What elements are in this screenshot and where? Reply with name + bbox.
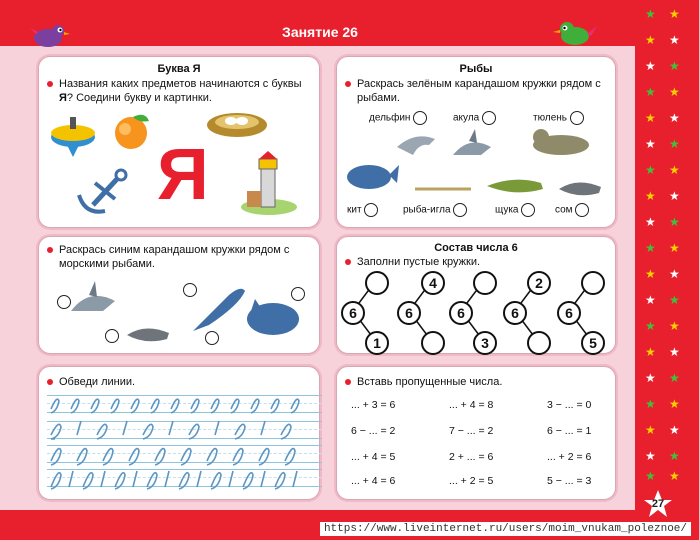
star-icon: ★ <box>645 7 656 21</box>
tree-root: 6 <box>503 301 527 325</box>
green-bird-mascot-icon <box>553 16 599 48</box>
tree-root: 6 <box>557 301 581 325</box>
lesson-title: Занятие 26 <box>282 24 358 40</box>
tree-root: 6 <box>449 301 473 325</box>
task-body: Вставь пропущенные числа. <box>357 376 503 388</box>
bird-mascot-icon <box>30 20 70 50</box>
equation[interactable]: ... + 4 = 8 <box>449 399 494 411</box>
star-icon: ★ <box>645 215 656 229</box>
star-icon: ★ <box>669 241 680 255</box>
star-icon: ★ <box>645 371 656 385</box>
task-body: Обведи линии. <box>59 376 136 388</box>
star-icon: ★ <box>669 397 680 411</box>
whale-icon <box>343 155 399 193</box>
star-icon: ★ <box>669 319 680 333</box>
dolphin-icon <box>395 129 439 165</box>
tree-top: 2 <box>527 271 551 295</box>
star-icon: ★ <box>645 189 656 203</box>
star-icon: ★ <box>669 163 680 177</box>
task-suffix: ? Соедини букву и картинки. <box>66 92 212 104</box>
equation[interactable]: 6 − ... = 1 <box>547 425 592 437</box>
task-body: Раскрась зелёным карандашом кружки рядом с рыбами. <box>357 78 601 104</box>
shark-icon <box>451 129 495 165</box>
equation[interactable]: ... + 4 = 6 <box>351 475 396 487</box>
answer-circle[interactable] <box>364 203 378 217</box>
star-icon: ★ <box>645 85 656 99</box>
star-icon: ★ <box>645 319 656 333</box>
equation[interactable]: ... + 4 = 5 <box>351 451 396 463</box>
task-letter: Я <box>59 92 67 104</box>
star-icon: ★ <box>669 111 680 125</box>
star-icon: ★ <box>645 59 656 73</box>
bullet-icon <box>47 379 53 385</box>
star-icon: ★ <box>645 111 656 125</box>
task-text <box>45 243 311 271</box>
task-body: Заполни пустые кружки. <box>357 256 481 268</box>
tree-top-blank[interactable] <box>581 271 605 295</box>
label-dolphin: дельфин <box>369 111 427 125</box>
bullet-icon <box>345 379 351 385</box>
spinning-top-icon <box>49 115 97 159</box>
page-number: 27 <box>651 498 665 510</box>
answer-circle[interactable] <box>575 203 589 217</box>
star-icon: ★ <box>669 469 680 483</box>
label-seal: тюлень <box>533 111 584 125</box>
nest-icon <box>205 109 269 139</box>
big-letter: Я <box>157 135 209 215</box>
star-icon: ★ <box>645 345 656 359</box>
catfish-icon <box>123 323 173 345</box>
pike-icon <box>485 175 545 197</box>
star-icon: ★ <box>669 33 680 47</box>
tree-root: 6 <box>397 301 421 325</box>
apple-icon <box>109 109 155 151</box>
star-icon: ★ <box>645 449 656 463</box>
star-icon: ★ <box>669 423 680 437</box>
star-icon: ★ <box>669 85 680 99</box>
task-body: Раскрась синим карандашом кружки рядом с морскими рыбами. <box>59 244 290 270</box>
shark-icon <box>69 281 119 321</box>
header-bar <box>0 0 699 46</box>
label-shark: акула <box>453 111 496 125</box>
card-letter-ya <box>38 56 320 228</box>
equation[interactable]: 5 − ... = 3 <box>547 475 592 487</box>
tree-top-blank[interactable] <box>473 271 497 295</box>
tree-bottom: 1 <box>365 331 389 355</box>
bullet-icon <box>47 247 53 253</box>
seal-icon <box>529 125 591 159</box>
star-icon: ★ <box>645 163 656 177</box>
equation[interactable]: 2 + ... = 6 <box>449 451 494 463</box>
catfish-icon <box>555 177 603 199</box>
swordfish-icon <box>189 275 249 335</box>
answer-circle[interactable] <box>291 287 305 301</box>
tree-root: 6 <box>341 301 365 325</box>
bullet-icon <box>345 81 351 87</box>
star-icon: ★ <box>645 397 656 411</box>
star-icon: ★ <box>645 293 656 307</box>
equation[interactable]: 6 − ... = 2 <box>351 425 396 437</box>
equation[interactable]: 7 − ... = 2 <box>449 425 494 437</box>
lighthouse-icon <box>239 149 299 215</box>
tree-bottom: 5 <box>581 331 605 355</box>
answer-circle[interactable] <box>105 329 119 343</box>
star-icon: ★ <box>669 371 680 385</box>
card-title: Рыбы <box>459 63 493 75</box>
star-icon: ★ <box>645 267 656 281</box>
card-fish <box>336 56 616 228</box>
star-icon: ★ <box>669 189 680 203</box>
card-title: Состав числа 6 <box>434 242 518 254</box>
task-prefix: Названия каких предметов начинаются с буквы <box>59 78 302 90</box>
anchor-icon <box>75 167 131 217</box>
equation[interactable]: ... + 2 = 5 <box>449 475 494 487</box>
star-icon: ★ <box>645 33 656 47</box>
tree-bottom-blank[interactable] <box>421 331 445 355</box>
label-whale: кит <box>347 203 378 217</box>
tree-bottom: 3 <box>473 331 497 355</box>
label-pike: щука <box>495 203 535 217</box>
star-icon: ★ <box>645 469 656 483</box>
answer-circle[interactable] <box>205 331 219 345</box>
card-sea-fish <box>38 236 320 354</box>
star-icon: ★ <box>645 423 656 437</box>
star-icon: ★ <box>669 215 680 229</box>
equation[interactable]: ... + 3 = 6 <box>351 399 396 411</box>
star-icon: ★ <box>669 449 680 463</box>
card-tracing <box>38 366 320 500</box>
pipefish-icon <box>413 183 473 195</box>
source-url[interactable]: https://www.liveinternet.ru/users/moim_vnukam_poleznoe/ <box>320 522 691 536</box>
star-icon: ★ <box>645 137 656 151</box>
tree-bottom-blank[interactable] <box>527 331 551 355</box>
task-text <box>45 77 311 105</box>
star-icon: ★ <box>669 345 680 359</box>
equation[interactable]: ... + 2 = 6 <box>547 451 592 463</box>
page-number-badge <box>643 489 673 519</box>
card-title: Буква Я <box>157 63 201 75</box>
tree-top-blank[interactable] <box>365 271 389 295</box>
tree-top: 4 <box>421 271 445 295</box>
star-icon: ★ <box>669 293 680 307</box>
card-number-composition <box>336 236 616 354</box>
answer-circle[interactable] <box>482 111 496 125</box>
star-icon: ★ <box>669 267 680 281</box>
answer-circle[interactable] <box>521 203 535 217</box>
answer-circle[interactable] <box>570 111 584 125</box>
answer-circle[interactable] <box>453 203 467 217</box>
bullet-icon <box>47 81 53 87</box>
task-text <box>45 375 311 389</box>
star-strip <box>635 0 699 540</box>
task-text <box>343 375 607 389</box>
answer-circle[interactable] <box>413 111 427 125</box>
star-icon: ★ <box>669 7 680 21</box>
card-missing-numbers <box>336 366 616 500</box>
equation[interactable]: 3 − ... = 0 <box>547 399 592 411</box>
star-icon: ★ <box>669 137 680 151</box>
label-pipefish: рыба-игла <box>403 203 467 217</box>
star-icon: ★ <box>669 59 680 73</box>
star-icon: ★ <box>645 241 656 255</box>
label-catfish: сом <box>555 203 589 217</box>
tracing-pattern <box>47 391 317 495</box>
task-text <box>343 77 607 105</box>
